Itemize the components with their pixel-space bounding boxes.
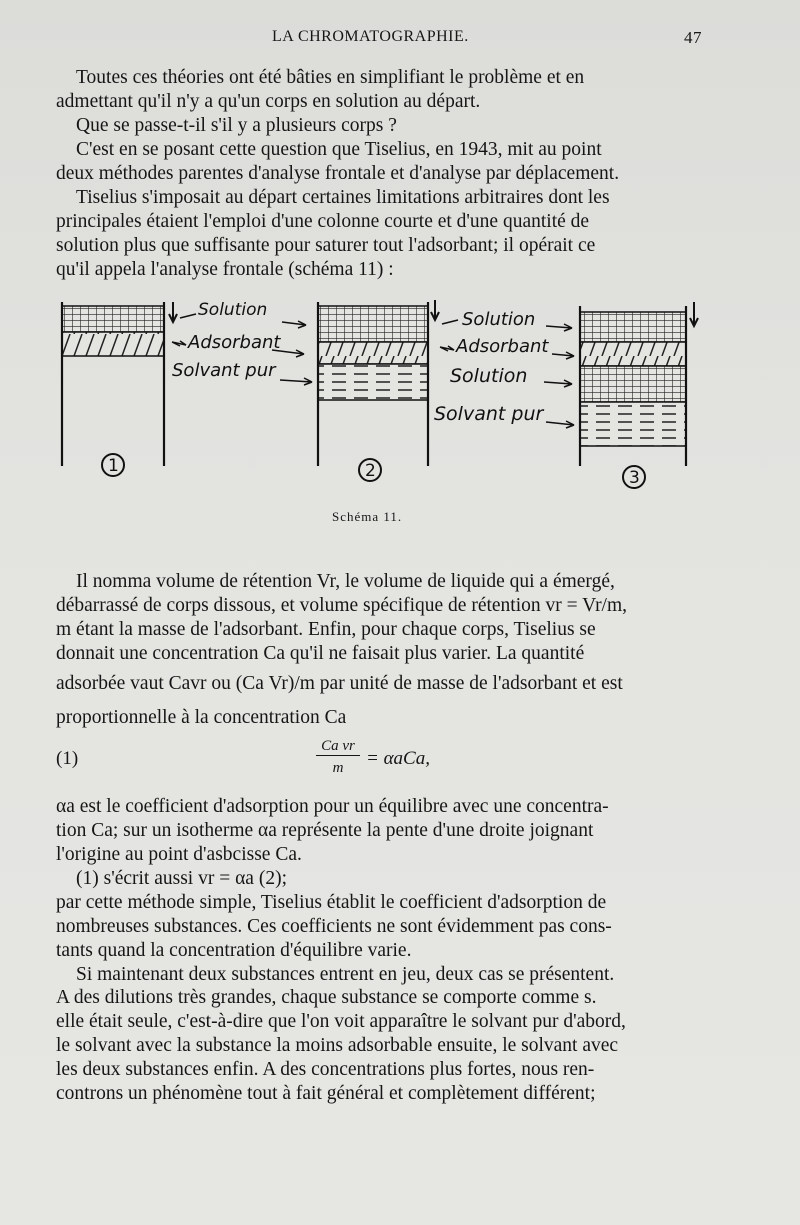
equation-rhs: = αaCa,: [366, 748, 430, 769]
text-line: A des dilutions très grandes, chaque substance se comporte comme s.: [56, 987, 597, 1008]
equation-numerator: Ca vr: [316, 738, 360, 756]
text-line: αa est le coefficient d'adsorption pour un équilibre avec une concentra-: [56, 796, 609, 817]
label-solvant-pur: Solvant pur: [172, 360, 276, 381]
text-line: C'est en se posant cette question que Tiselius, en 1943, mit au point: [76, 139, 602, 160]
text-line: nombreuses substances. Ces coefficients ne sont évidemment pas cons-: [56, 916, 612, 937]
column-number: 1: [108, 456, 119, 476]
schema-11-diagram: [0, 290, 800, 500]
text-line: controns un phénomène tout à fait général et complètement différent;: [56, 1083, 596, 1104]
down-arrow-icon: [431, 300, 439, 320]
solution-layer: [580, 366, 686, 402]
text-line: tants quand la concentration d'équilibre varie.: [56, 940, 412, 961]
down-arrow-icon: [690, 302, 698, 326]
text-line: débarrassé de corps dissous, et volume spécifique de rétention vr = Vr/m,: [56, 595, 628, 616]
text-line: Il nomma volume de rétention Vr, le volume de liquide qui a émergé,: [76, 571, 615, 592]
column-3: [580, 302, 698, 488]
text-line: principales étaient l'emploi d'une colonne courte et d'une quantité de: [56, 211, 590, 232]
label-solution-2: Solution: [450, 365, 528, 387]
label-adsorbant: Adsorbant: [188, 332, 281, 353]
down-arrow-icon: [169, 302, 177, 322]
column-2: [318, 300, 574, 481]
text-line: deux méthodes parentes d'analyse frontale et d'analyse par déplacement.: [56, 163, 620, 184]
text-line: l'origine au point d'asbcisse Ca.: [56, 844, 302, 865]
body-paragraph-3: [56, 986, 708, 1106]
text-line: elle était seule, c'est-à-dire que l'on voit apparaître le solvant pur d'abord,: [56, 1011, 626, 1032]
column-number: 2: [365, 461, 376, 481]
equation-denominator: m: [332, 760, 344, 776]
text-line: qu'il appela l'analyse frontale (schéma 11) :: [56, 259, 394, 280]
solution-layer: [62, 306, 164, 332]
running-title: LA CHROMATOGRAPHIE.: [272, 28, 469, 45]
label-solvant-pur: Solvant pur: [434, 403, 544, 425]
label-adsorbant: Adsorbant: [456, 336, 549, 357]
column-1: [62, 300, 312, 476]
text-line: donnait une concentration Ca qu'il ne faisait plus varier. La quantité: [56, 643, 585, 664]
text-line: m étant la masse de l'adsorbant. Enfin, pour chaque corps, Tiselius se: [56, 619, 596, 640]
solution-layer: [580, 312, 686, 342]
solution-layer: [318, 306, 428, 342]
text-line: par cette méthode simple, Tiselius établit le coefficient d'adsorption de: [56, 892, 607, 913]
adsorbent-layer: [580, 342, 686, 366]
text-line: proportionnelle à la concentration Ca: [56, 707, 347, 728]
text-line: les deux substances enfin. A des concentrations plus fortes, nous ren-: [56, 1059, 595, 1080]
page-number: 47: [684, 28, 702, 47]
text-line: Que se passe-t-il s'il y a plusieurs corps ?: [76, 115, 397, 136]
text-line: admettant qu'il n'y a qu'un corps en solution au départ.: [56, 91, 481, 112]
body-paragraph-2: [56, 795, 708, 987]
label-solution: Solution: [462, 309, 536, 330]
text-line: Tiselius s'imposait au départ certaines limitations arbitraires dont les: [76, 187, 610, 208]
adsorbent-layer: [318, 342, 428, 364]
text-line: Si maintenant deux substances entrent en jeu, deux cas se présentent.: [76, 964, 615, 985]
text-line: solution plus que suffisante pour saturer tout l'adsorbant; il opérait ce: [56, 235, 596, 256]
solvent-layer: [318, 364, 428, 400]
column-number: 3: [629, 468, 640, 488]
text-line: (1) s'écrit aussi vr = αa (2);: [76, 868, 287, 889]
text-line: adsorbée vaut Cavr ou (Ca Vr)/m par unité de masse de l'adsorbant et est: [56, 673, 623, 694]
equation-number: (1): [56, 748, 79, 769]
text-line: tion Ca; sur un isotherme αa représente la pente d'une droite joignant: [56, 820, 594, 841]
text-line: le solvant avec la substance la moins adsorbable ensuite, le solvant avec: [56, 1035, 619, 1056]
solvent-layer: [580, 402, 686, 446]
text-line: Toutes ces théories ont été bâties en simplifiant le problème et en: [76, 67, 585, 88]
body-paragraph-1: [56, 570, 708, 734]
adsorbent-layer: [62, 332, 164, 356]
label-solution: Solution: [198, 300, 268, 320]
figure-caption: Schéma 11.: [332, 509, 403, 524]
intro-paragraph: [56, 66, 708, 282]
